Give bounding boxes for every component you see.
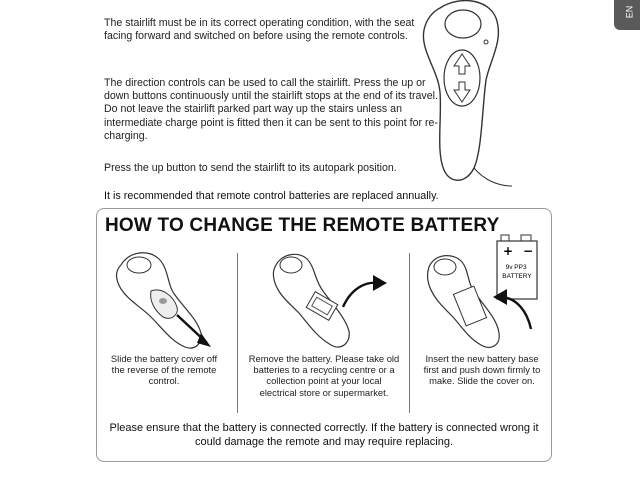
step-2-illustration [265,245,391,355]
remote-control-illustration [418,0,514,194]
step-divider-2 [409,253,410,413]
step-1-caption: Slide the battery cover off the reverse of the remote control. [110,353,218,387]
svg-text:+: + [503,244,514,258]
svg-text:9v PP3 BATTERY: 9v PP3 BATTERY [502,264,532,280]
step-3-illustration [419,249,543,353]
insert-arrow-icon [493,289,531,329]
svg-text:−: − [523,244,534,258]
intro-paragraph-1: The stairlift must be in its correct operating condition, with the seat facing forward and switched on before using the remote controls. [104,16,415,42]
battery-warning: Please ensure that the battery is connected correctly. If the battery is connected wrong it could damage the remote and may require replacing. [109,422,539,448]
language-tab[interactable] [614,0,640,30]
battery-label: 9v PP3 [505,264,527,271]
battery-change-panel [96,208,552,462]
battery-recommendation: It is recommended that remote control batteries are replaced annually. [104,189,439,202]
step-1-illustration [105,245,215,355]
step-2-caption: Remove the battery. Please take old batteries to a recycling centre or a collection point at your local electrical store or supermarket. [248,353,400,398]
step-divider-1 [237,253,238,413]
intro-paragraph-3: Press the up button to send the stairlift to its autopark position. [104,161,397,174]
step-3-caption: Insert the new battery base first and push down firmly to make. Slide the cover on. [423,353,541,387]
remove-arrow-icon [343,275,387,307]
intro-paragraph-2: The direction controls can be used to call the stairlift. Press the up or down buttons continuously until the stairlift stops at the end of its travel. Do not leave the stairlift parked part way up the stairs unless an intermediate charge point is fitted then it can be sent to this point for re-charging. [104,76,438,143]
language-tab-label: EN [624,5,635,19]
panel-title: HOW TO CHANGE THE REMOTE BATTERY [105,215,500,236]
